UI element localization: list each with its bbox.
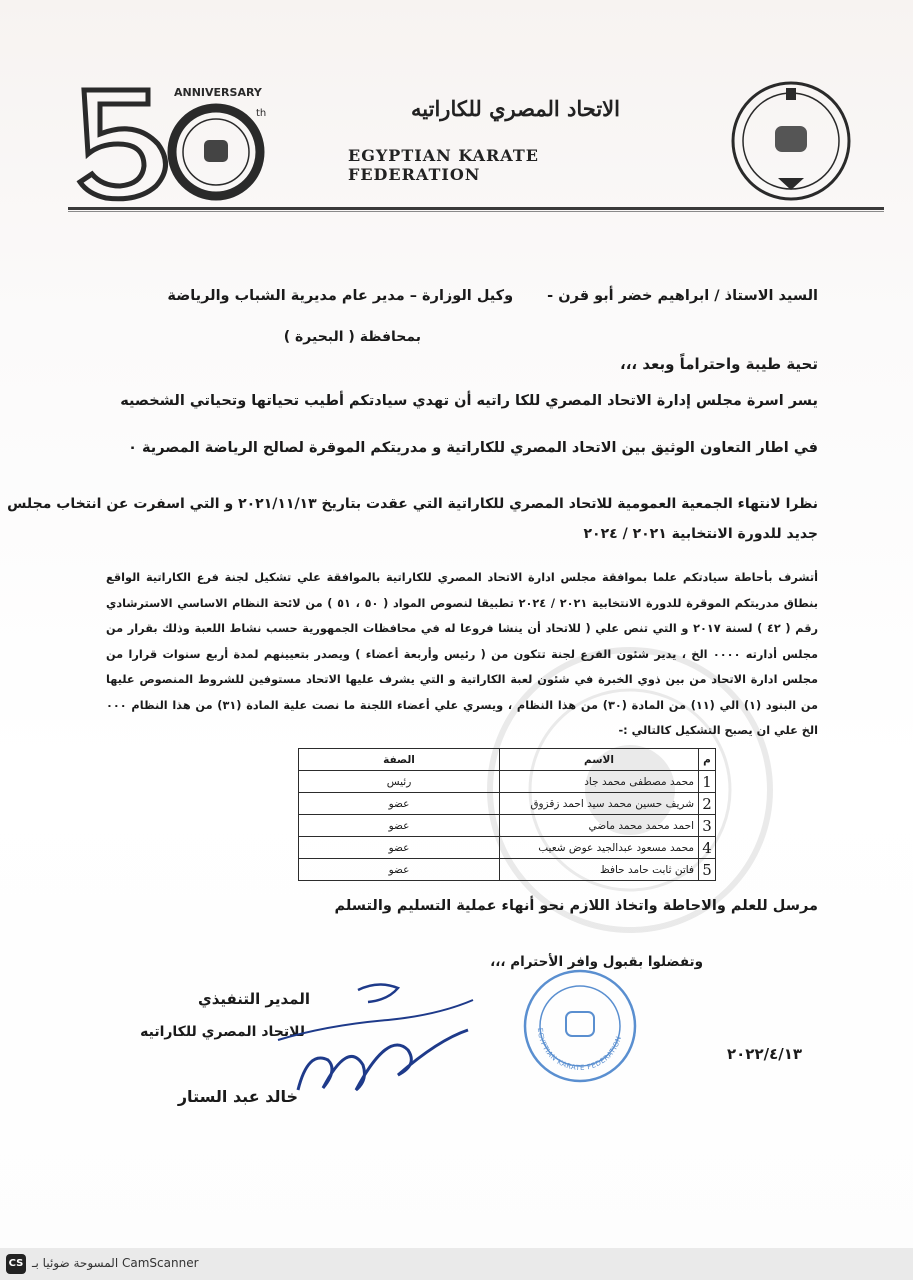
header-role: الصفة <box>299 749 500 771</box>
paragraph-3-line-2: جديد للدورة الانتخابية ٢٠٢١ / ٢٠٢٤ <box>583 526 818 542</box>
row-num: 1 <box>699 771 716 793</box>
greeting: تحية طيبة واحتراماً وبعد ،،، <box>620 355 818 373</box>
handwritten-signature <box>268 970 478 1110</box>
row-name: فاتن ثابت حامد حافظ <box>500 859 699 881</box>
addressee-name: السيد الاستاذ / ابراهيم خضر أبو قرن - <box>547 288 818 304</box>
table-header-row <box>299 749 716 771</box>
row-name: شريف حسين محمد سيد احمد زقزوق <box>500 793 699 815</box>
row-role: عضو <box>299 793 500 815</box>
svg-text:EGYPTIAN KARATE FEDERATION <box>536 1028 623 1072</box>
signatory-title: المدير التنفيذي <box>197 990 310 1008</box>
row-role: عضو <box>299 815 500 837</box>
anniversary-50-logo <box>66 82 276 204</box>
row-role: عضو <box>299 859 500 881</box>
camscanner-icon: CS <box>6 1254 26 1274</box>
header-num: م <box>699 749 716 771</box>
row-name: احمد محمد محمد ماضي <box>500 815 699 837</box>
table-row <box>299 771 716 793</box>
official-stamp <box>520 966 640 1086</box>
stamp-text: EGYPTIAN KARATE FEDERATION <box>535 1027 624 1073</box>
addressee-governorate: بمحافظة ( البحيرة ) <box>283 329 421 345</box>
header-divider <box>68 207 884 210</box>
row-role: عضو <box>299 837 500 859</box>
sent-note: مرسل للعلم والاحاطة واتخاذ اللازم نحو أنهاء عملية التسليم والتسلم <box>334 898 818 914</box>
federation-title-arabic: الاتحاد المصري للكاراتيه <box>411 96 620 121</box>
row-name: محمد مصطفى محمد جاد <box>500 771 699 793</box>
table-row <box>299 837 716 859</box>
federation-seal-logo <box>728 78 854 204</box>
anniversary-label: ANNIVERSARY <box>174 86 262 99</box>
table-row <box>299 815 716 837</box>
row-num: 2 <box>699 793 716 815</box>
committee-table <box>298 748 716 881</box>
paragraph-2: في اطار التعاون الوثيق بين الاتحاد المصري للكاراتية و مدريتكم الموقرة لصالح الرياضة المصرية ٠ <box>128 440 818 456</box>
paragraph-1: يسر اسرة مجلس إدارة الاتحاد المصري للكا راتيه أن تهدي سيادتكم أطيب تحياتها وتحياتي الشخصيه <box>120 393 818 409</box>
anniversary-suffix: th <box>256 108 267 119</box>
signatory-organization: للاتحاد المصري للكاراتيه <box>140 1024 305 1040</box>
addressee-line <box>167 288 818 304</box>
table-row <box>299 859 716 881</box>
header-name: الاسم <box>500 749 699 771</box>
addressee-title: وكيل الوزارة – مدير عام مديرية الشباب والرياضة <box>167 288 514 304</box>
paragraph-4: أتشرف بأحاطة سيادتكم علما بموافقة مجلس ادارة الاتحاد المصري للكاراتية بالموافقة علي تشكيل لجنة فرع الكاراتية الواقع بنطاق مدريتكم الموقرة للدورة الانتخابية ٢٠٢١ / ٢٠٢٤ تطبيقا لنصوص المواد ( ٥٠ ، ٥١ ) من لائحة النظام الاساسي الاسترشادي رقم ( ٤٢ ) لسنة ٢٠١٧ و التي تنص علي ( للاتحاد أن ينشا فروعا له في محافظات الجمهورية حسب نشاط اللعبة وذلك بقرار من مجلس أدارته ٠٠٠٠ الخ ، يدير شئون الفرع لجنة تتكون من ( رئيس وأربعة أعضاء ) ويصدر بتعيينهم لمدة أربع سنوات قرارا من مجلس ادارة الاتحاد من بين ذوي الخبرة في شئون لعبة الكاراتية و التي يشرف عليها الاتحاد مستوفين للشروط المنصوص عليها من البنود (١) الي (١١) من المادة (٣٠) من هذا النظام ، ويسري علي أعضاء اللجنة ما نصت علية المادة (٣١) من هذا النظام ٠٠٠ الخ علي ان يصبح التشكيل كالتالي :- <box>106 571 818 737</box>
row-role: رئيس <box>299 771 500 793</box>
row-num: 5 <box>699 859 716 881</box>
closing-line: وتفضلوا بقبول وافر الأحترام ،،، <box>490 954 703 970</box>
signatory-name: خالد عبد الستار <box>177 1087 298 1106</box>
header-divider-thin <box>68 211 884 212</box>
camscanner-label: المسوحة ضوئيا بـ CamScanner <box>32 1256 199 1270</box>
row-num: 3 <box>699 815 716 837</box>
paragraph-3-line-1: نظرا لانتهاء الجمعية العمومية للاتحاد المصري للكاراتية التي عقدت بتاريخ ٢٠٢١/١١/١٣ و التي اسفرت عن انتخاب مجلس <box>7 496 818 512</box>
federation-title-english: EGYPTIAN KARATE FEDERATION <box>348 146 539 184</box>
row-name: محمد مسعود عبدالجيد عوض شعيب <box>500 837 699 859</box>
row-num: 4 <box>699 837 716 859</box>
document-date: ٢٠٢٢/٤/١٣ <box>727 1045 803 1063</box>
scanner-footer <box>0 1248 913 1280</box>
table-row <box>299 793 716 815</box>
